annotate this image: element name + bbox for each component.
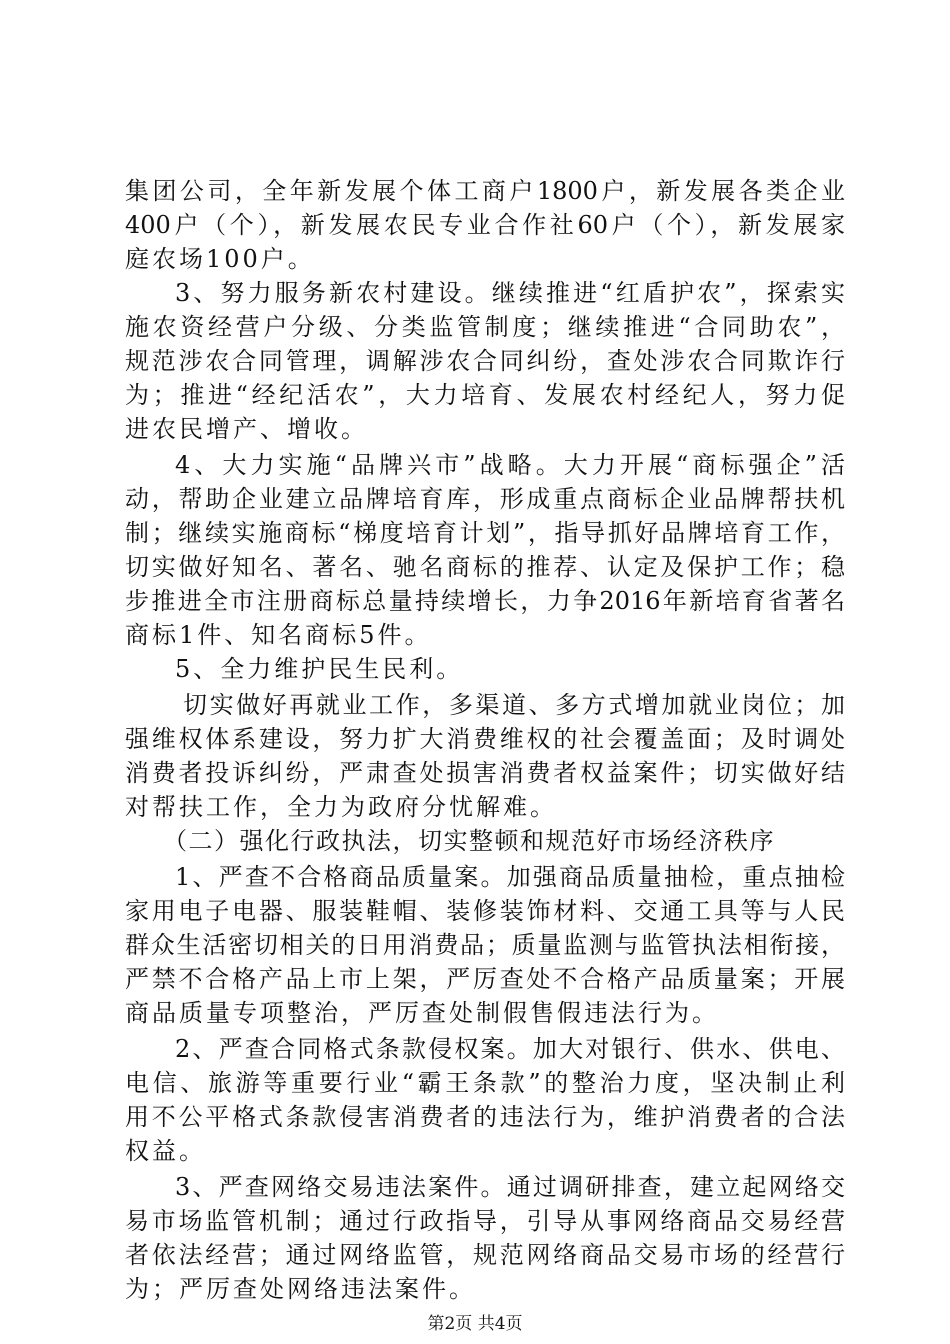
body-text-line: 家用电子电器、服装鞋帽、装修装饰材料、交通工具等与人民 xyxy=(125,897,845,925)
body-text-line: 易市场监管机制；通过行政指导，引导从事网络商品交易经营 xyxy=(125,1207,845,1235)
body-text-line: 切实做好再就业工作，多渠道、多方式增加就业岗位；加 xyxy=(183,691,845,719)
body-text-line: 进农民增产、增收。 xyxy=(125,415,368,443)
paragraph-heading-5: 5、全力维护民生民利。 xyxy=(175,655,464,683)
body-text-line: 切实做好知名、著名、驰名商标的推荐、认定及保护工作；稳 xyxy=(125,553,845,581)
body-text-line: 用不公平格式条款侵害消费者的违法行为，维护消费者的合法 xyxy=(125,1103,845,1131)
paragraph-heading-2: 2、严查合同格式条款侵权案。加大对银行、供水、供电、 xyxy=(175,1035,845,1063)
body-text-line: 电信、旅游等重要行业“霸王条款”的整治力度，坚决制止利 xyxy=(125,1069,845,1097)
page-footer: 第2页 共4页 xyxy=(427,1314,523,1334)
paragraph-heading-3b: 3、严查网络交易违法案件。通过调研排查，建立起网络交 xyxy=(175,1173,845,1201)
body-text-line: 400户（个），新发展农民专业合作社60户（个），新发展家 xyxy=(125,211,845,239)
paragraph-heading-3: 3、努力服务新农村建设。继续推进“红盾护农”，探索实 xyxy=(175,279,845,307)
body-text-line: 步推进全市注册商标总量持续增长，力争2016年新培育省著名 xyxy=(125,587,845,615)
body-text-line: 为；推进“经纪活农”，大力培育、发展农村经纪人，努力促 xyxy=(125,381,845,409)
body-text-line: 集团公司，全年新发展个体工商户1800户，新发展各类企业 xyxy=(125,177,845,205)
body-text-line: 商品质量专项整治，严厉查处制假售假违法行为。 xyxy=(125,999,719,1027)
body-text-line: 消费者投诉纠纷，严肃查处损害消费者权益案件；切实做好结 xyxy=(125,759,845,787)
body-text-line: 制；继续实施商标“梯度培育计划”，指导抓好品牌培育工作， xyxy=(125,519,845,547)
body-text-line: 强维权体系建设，努力扩大消费维权的社会覆盖面；及时调处 xyxy=(125,725,845,753)
body-text-line: 者依法经营；通过网络监管，规范网络商品交易市场的经营行 xyxy=(125,1241,845,1269)
paragraph-heading-1: 1、严查不合格商品质量案。加强商品质量抽检，重点抽检 xyxy=(175,863,845,891)
body-text-line: 对帮扶工作，全力为政府分忧解难。 xyxy=(125,793,557,821)
body-text-line: 权益。 xyxy=(125,1137,206,1165)
body-text-line: 严禁不合格产品上市上架，严厉查处不合格产品质量案；开展 xyxy=(125,965,845,993)
body-text-line: 规范涉农合同管理，调解涉农合同纠纷，查处涉农合同欺诈行 xyxy=(125,347,845,375)
body-text-line: 动，帮助企业建立品牌培育库，形成重点商标企业品牌帮扶机 xyxy=(125,485,845,513)
body-text-line: 施农资经营户分级、分类监管制度；继续推进“合同助农”， xyxy=(125,313,845,341)
body-text-line: 庭农场100户。 xyxy=(125,245,315,273)
section-heading: （二）强化行政执法，切实整顿和规范好市场经济秩序 xyxy=(163,827,775,855)
body-text-line: 为；严厉查处网络违法案件。 xyxy=(125,1275,476,1303)
paragraph-heading-4: 4、大力实施“品牌兴市”战略。大力开展“商标强企”活 xyxy=(175,451,845,479)
body-text-line: 群众生活密切相关的日用消费品；质量监测与监管执法相衔接， xyxy=(125,931,845,959)
body-text-line: 商标1件、知名商标5件。 xyxy=(125,621,432,649)
